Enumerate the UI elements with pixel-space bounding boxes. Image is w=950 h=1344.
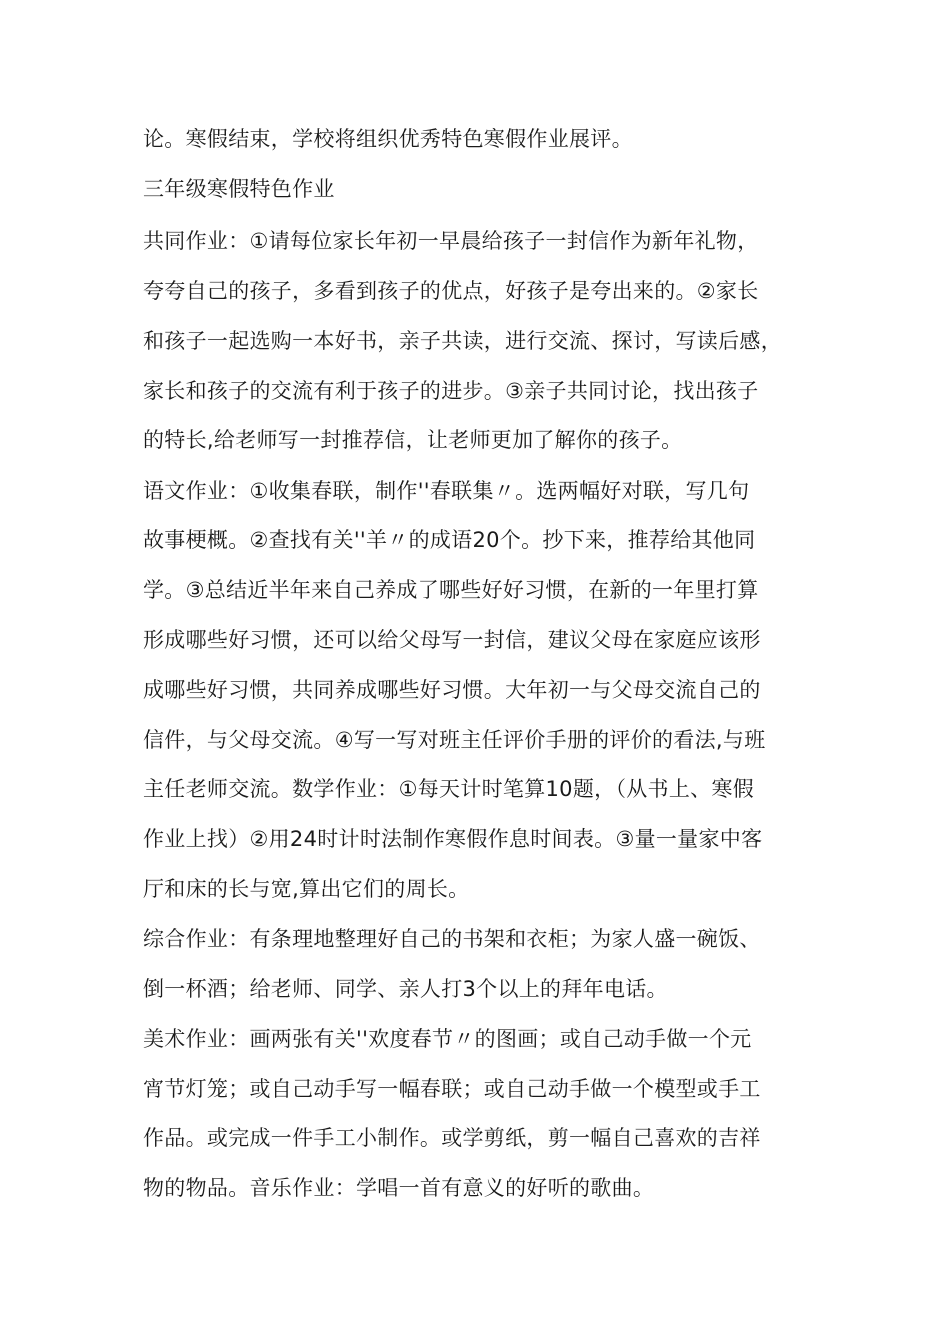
text-line: 夸夸自己的孩子，多看到孩子的优点，好孩子是夸出来的。②家长: [143, 279, 759, 303]
text-line: 学。③总结近半年来自己养成了哪些好好习惯，在新的一年里打算: [143, 578, 759, 602]
text-line: 故事梗概。②查找有关''羊〃的成语20个。抄下来，推荐给其他同: [143, 528, 756, 552]
section-heading: 三年级寒假特色作业: [143, 177, 335, 201]
text-line: 家长和孩子的交流有利于孩子的进步。③亲子共同讨论，找出孩子: [143, 379, 759, 403]
text-line: 作品。或完成一件手工小制作。或学剪纸，剪一幅自己喜欢的吉祥: [143, 1126, 761, 1150]
text-line: 综合作业：有条理地整理好自己的书架和衣柜；为家人盛一碗饭、: [143, 927, 761, 951]
text-line: 论。寒假结束，学校将组织优秀特色寒假作业展评。: [143, 127, 633, 151]
text-line: 厅和床的长与宽,算出它们的周长。: [143, 877, 470, 901]
text-line: 共同作业：①请每位家长年初一早晨给孩子一封信作为新年礼物，: [143, 229, 759, 253]
text-line: 物的物品。音乐作业：学唱一首有意义的好听的歌曲。: [143, 1176, 655, 1200]
text-line: 和孩子一起选购一本好书，亲子共读，进行交流、探讨，写读后感，: [143, 329, 782, 353]
text-line: 语文作业：①收集春联，制作''春联集〃。选两幅好对联，写几句: [143, 479, 750, 503]
text-line: 的特长,给老师写一封推荐信，让老师更加了解你的孩子。: [143, 428, 683, 452]
text-line: 成哪些好习惯，共同养成哪些好习惯。大年初一与父母交流自己的: [143, 678, 761, 702]
text-line: 宵节灯笼；或自己动手写一幅春联；或自己动手做一个模型或手工: [143, 1077, 761, 1101]
text-line: 形成哪些好习惯，还可以给父母写一封信，建议父母在家庭应该形: [143, 628, 761, 652]
text-line: 信件，与父母交流。④写一写对班主任评价手册的评价的看法,与班: [143, 728, 766, 752]
text-line: 美术作业：画两张有关''欢度春节〃的图画；或自己动手做一个元: [143, 1027, 752, 1051]
text-line: 倒一杯酒；给老师、同学、亲人打3个以上的拜年电话。: [143, 977, 668, 1001]
text-line: 主任老师交流。数学作业：①每天计时笔算10题，（从书上、寒假: [143, 777, 755, 801]
text-line: 作业上找）②用24时计时法制作寒假作息时间表。③量一量家中客: [143, 827, 763, 851]
